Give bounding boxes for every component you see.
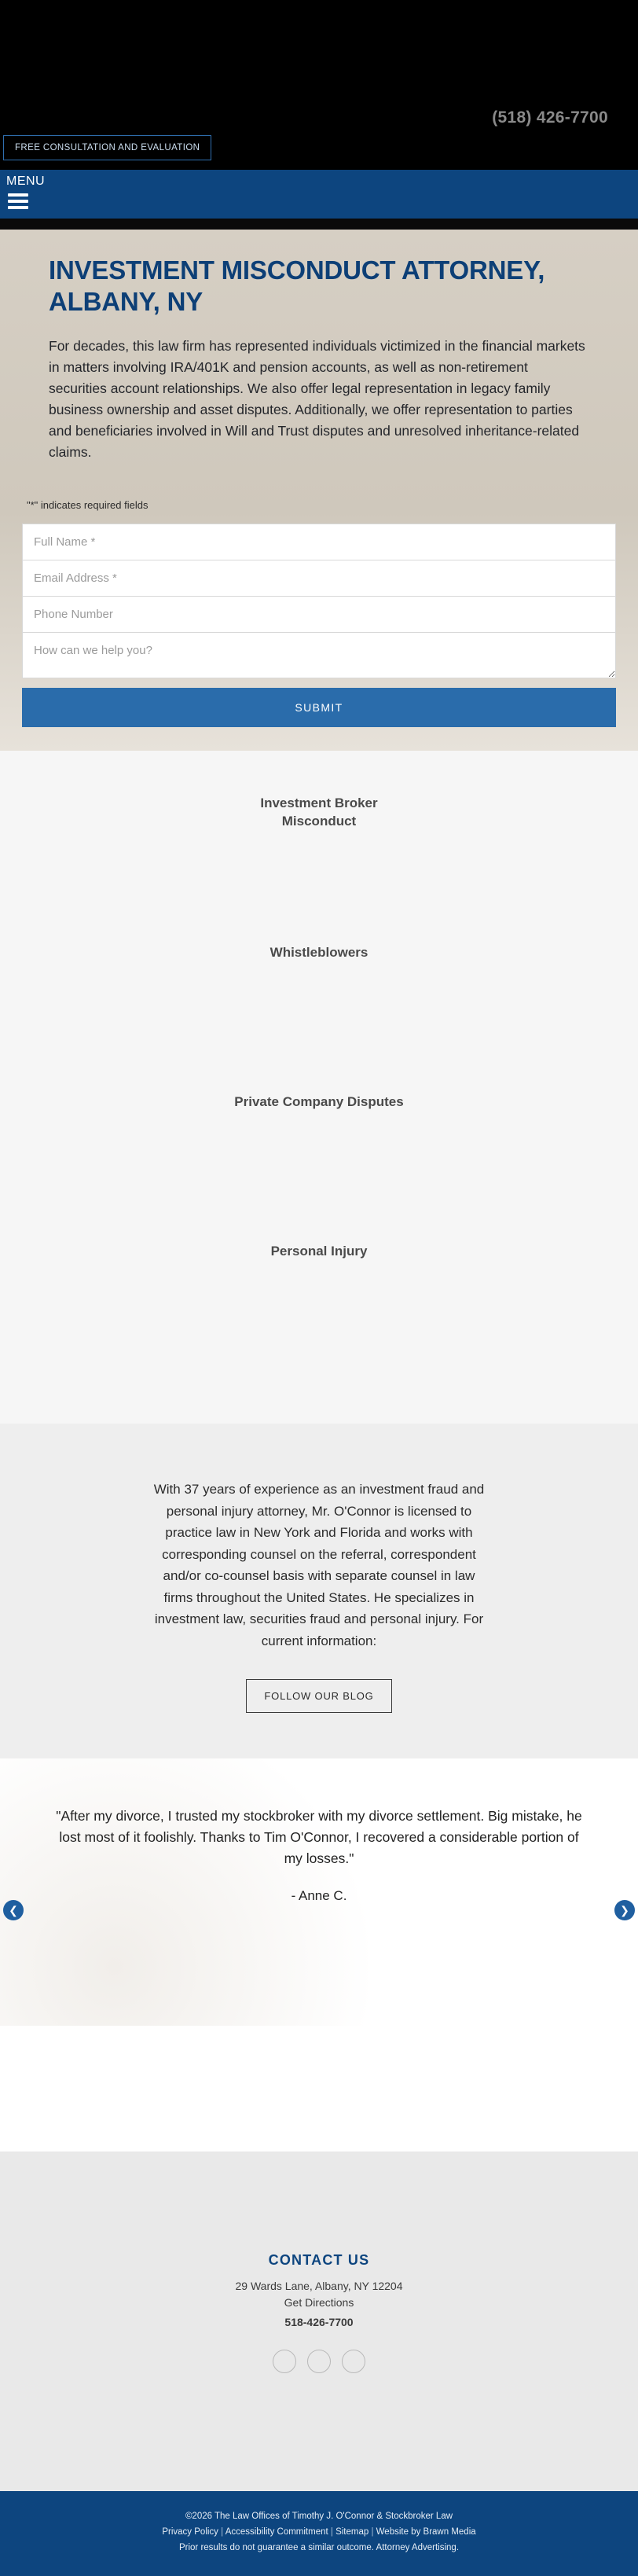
menu-label[interactable]: MENU [6, 175, 46, 188]
header-phone-number[interactable]: (518) 426-7700 [492, 108, 608, 127]
follow-our-blog-button[interactable]: FOLLOW OUR BLOG [246, 1679, 391, 1713]
get-directions-link[interactable]: Get Directions [284, 2295, 354, 2309]
footer-links: Privacy Policy | Accessibility Commitment | Sitemap | Website by Brawn Media [162, 2526, 476, 2537]
practice-areas-section [0, 751, 638, 1424]
practice-area-card[interactable] [0, 944, 638, 1093]
main-navigation-bar [0, 170, 638, 219]
footer-disclaimer-row [16, 2540, 622, 2556]
privacy-policy-link[interactable]: Privacy Policy [162, 2526, 218, 2537]
practice-area-label: Personal Injury [270, 1244, 368, 1259]
testimonial-slider [0, 1758, 638, 2026]
practice-area-card[interactable] [0, 1243, 638, 1392]
testimonial-quote: "After my divorce, I trusted my stockbroker with my divorce settlement. Big mistake, he lost most of it foolishly. Thanks to Tim O'Connor, I recovered a considerable portion of my losses." [56, 1807, 582, 1866]
sitemap-link[interactable]: Sitemap [336, 2526, 369, 2537]
contact-section [0, 2152, 638, 2491]
contact-heading: CONTACT US [268, 2251, 370, 2268]
top-black-bar [0, 0, 638, 170]
practice-area-card[interactable] [0, 795, 638, 944]
full-name-input[interactable] [22, 524, 616, 560]
hamburger-line [8, 200, 28, 203]
social-links [0, 2350, 638, 2373]
message-textarea[interactable] [22, 633, 616, 678]
hero-content [0, 219, 638, 463]
site-footer [0, 2491, 638, 2576]
contact-form [22, 499, 616, 727]
accessibility-commitment-link[interactable]: Accessibility Commitment [225, 2526, 328, 2537]
footer-copyright: ©2026 The Law Offices of Timothy J. O'Connor & Stockbroker Law [185, 2511, 453, 2521]
hamburger-line [8, 193, 28, 197]
practice-area-card[interactable] [0, 1093, 638, 1243]
page-title: INVESTMENT MISCONDUCT ATTORNEY, ALBANY, NY [49, 255, 545, 317]
footer-disclaimer: Prior results do not guarantee a similar outcome. [178, 2542, 374, 2552]
email-input[interactable] [22, 560, 616, 597]
about-attorney-section [0, 1424, 638, 1758]
practice-area-label: Private Company Disputes [234, 1094, 404, 1110]
footer-attorney-advertising: Attorney Advertising. [376, 2542, 460, 2552]
free-consultation-button[interactable]: FREE CONSULTATION AND EVALUATION [3, 135, 211, 160]
hamburger-line [8, 206, 28, 209]
facebook-icon[interactable] [273, 2350, 296, 2373]
twitter-icon[interactable] [342, 2350, 365, 2373]
chevron-right-icon[interactable]: ❯ [614, 1900, 635, 1920]
hero-section [0, 219, 638, 751]
contact-phone-number[interactable]: 518-426-7700 [284, 2315, 354, 2328]
office-address: 29 Wards Lane, Albany, NY 12204 [235, 2279, 403, 2292]
testimonial-author: - Anne C. [291, 1887, 347, 1903]
map-placeholder [0, 2026, 638, 2152]
linkedin-icon[interactable] [307, 2350, 331, 2373]
hero-paragraph: For decades, this law firm has represented individuals victimized in the financial markets in matters involving IRA/401K and pension accounts, as well as non-retirement securities account relationships. We also offer legal representation in legacy family business ownership and asset disputes. Additionally, we offer representation to parties and beneficiaries involved in Will and Trust disputes and unresolved inheritance-related claims. [49, 337, 585, 461]
submit-button[interactable]: SUBMIT [22, 688, 616, 727]
chevron-left-icon[interactable]: ❮ [3, 1900, 24, 1920]
hamburger-menu-icon[interactable] [8, 193, 28, 212]
practice-area-label: Investment Broker Misconduct [260, 796, 378, 829]
website-credit-link[interactable]: Website by Brawn Media [376, 2526, 476, 2537]
phone-input[interactable] [22, 597, 616, 633]
about-paragraph: With 37 years of experience as an investment fraud and personal injury attorney, Mr. O'Connor is licensed to practice law in New York and Florida and works with corresponding counsel on the referral, correspondent and/or co-counsel basis with separate counsel in law firms throughout the United States. He specializes in investment law, securities fraud and personal injury. For current information: [153, 1482, 485, 1648]
required-fields-note: "*" indicates required fields [27, 499, 148, 512]
practice-area-label: Whistleblowers [270, 945, 368, 961]
